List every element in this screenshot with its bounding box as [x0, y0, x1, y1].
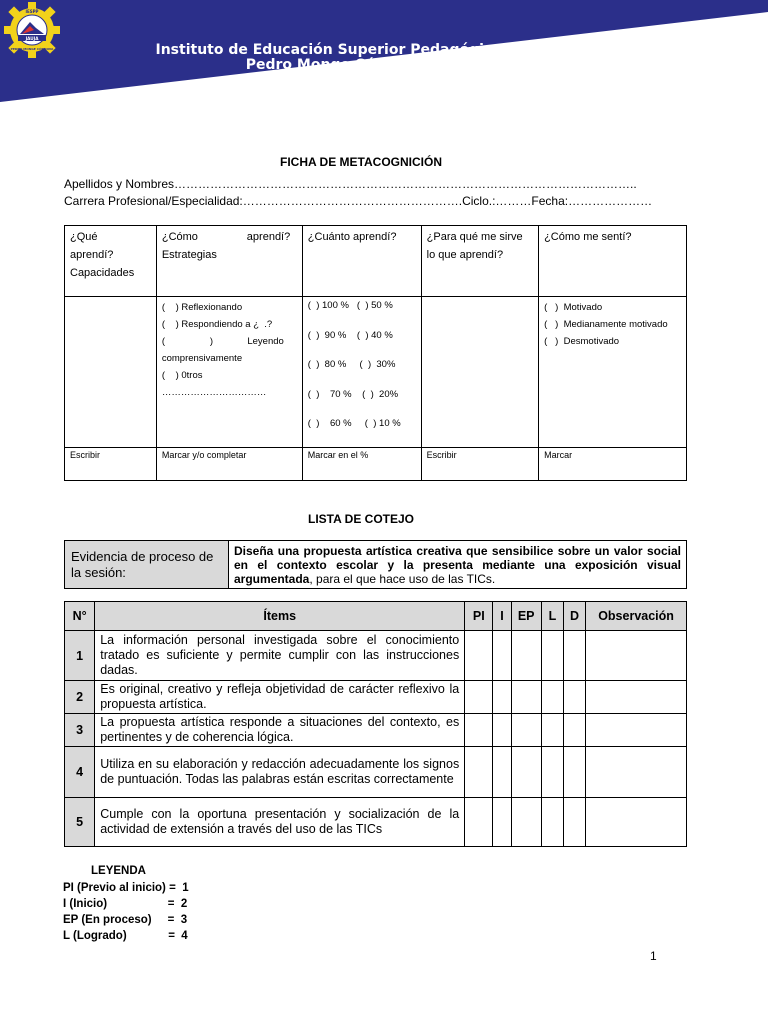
column-header: D [563, 602, 585, 631]
row-number: 5 [65, 798, 95, 847]
score-cell[interactable] [511, 714, 541, 747]
score-cell[interactable] [493, 714, 511, 747]
item-text: Es original, creativo y refleja objetividad de carácter reflexivo la propuesta artística. [95, 681, 465, 714]
item-text: Cumple con la oportuna presentación y socialización de la actividad de extensión a través del uso de las TICs [95, 798, 465, 847]
score-cell[interactable] [511, 631, 541, 681]
table-row [65, 714, 687, 747]
header-cell [302, 226, 421, 297]
instruction-cell: Marcar [539, 448, 687, 481]
instruction-cell: Marcar en el % [302, 448, 421, 481]
score-cell[interactable] [493, 681, 511, 714]
header-line: lo que aprendí? [426, 249, 504, 261]
logo-top-text: IESPP [25, 9, 39, 14]
observation-cell[interactable] [586, 681, 687, 714]
score-cell[interactable] [511, 798, 541, 847]
table-row [65, 798, 687, 847]
table-header-row [65, 602, 687, 631]
score-cell[interactable] [511, 747, 541, 798]
option-line: ( ) Motivado [544, 302, 603, 313]
column-header: Observación [586, 602, 687, 631]
header-cell [65, 226, 157, 297]
instruction-cell: Escribir [65, 448, 157, 481]
percentage-options[interactable] [302, 297, 421, 448]
legend-title: LEYENDA [91, 865, 146, 877]
header-line: ¿Para qué me sirve [426, 231, 523, 243]
column-header: Ítems [95, 602, 465, 631]
answer-cell[interactable] [65, 297, 157, 448]
table-row [65, 681, 687, 714]
option-line: ( ) 60 % ( ) 10 % [307, 418, 401, 429]
item-text: Utiliza en su elaboración y redacción adecuadamente los signos de puntuación. Todas las palabras están escritas correctamente [95, 747, 465, 798]
observation-cell[interactable] [586, 714, 687, 747]
score-cell[interactable] [563, 714, 585, 747]
header-line: Capacidades [70, 267, 135, 279]
column-header: N° [65, 602, 95, 631]
header-line: ¿Cómo me sentí? [544, 231, 632, 243]
option-line: …………………………… [161, 387, 267, 398]
table-row [65, 747, 687, 798]
row-number: 3 [65, 714, 95, 747]
option-line: ( ) Medianamente motivado [544, 319, 668, 330]
option-line: ( ) 80 % ( ) 30% [307, 359, 396, 370]
score-cell[interactable] [541, 681, 563, 714]
header-cell [539, 226, 687, 297]
cotejo-title: LISTA DE COTEJO [307, 512, 414, 526]
observation-cell[interactable] [586, 747, 687, 798]
option-line: ( ) 100 % ( ) 50 % [307, 300, 393, 311]
column-header: EP [511, 602, 541, 631]
option-line: ( ) 70 % ( ) 20% [307, 388, 399, 400]
ficha-title: FICHA DE METACOGNICIÓN [280, 155, 442, 169]
score-cell[interactable] [465, 798, 493, 847]
score-cell[interactable] [563, 798, 585, 847]
score-cell[interactable] [493, 747, 511, 798]
score-cell[interactable] [541, 798, 563, 847]
score-cell[interactable] [511, 681, 541, 714]
option-line: ( ) Leyendo [161, 336, 284, 347]
score-cell[interactable] [465, 714, 493, 747]
score-cell[interactable] [541, 747, 563, 798]
institution-subname: Pedro Monge Córdova - Jauja [245, 57, 475, 73]
table-row [65, 448, 687, 481]
option-line: ( ) Reflexionando [161, 302, 243, 313]
option-line: ( ) 90 % ( ) 40 % [307, 329, 393, 341]
evidence-description [229, 541, 687, 589]
score-cell[interactable] [563, 631, 585, 681]
row-number: 4 [65, 747, 95, 798]
name-field-line: Apellidos y Nombres…………………………………………………………………………………………………….. [64, 177, 637, 191]
logo-band-text: JAUJA [25, 36, 39, 41]
score-cell[interactable] [465, 631, 493, 681]
header-line: ¿Cuánto aprendí? [307, 231, 397, 243]
score-cell[interactable] [465, 681, 493, 714]
score-cell[interactable] [541, 714, 563, 747]
evidence-rest-text: , para el que hace uso de las TICs. [309, 571, 496, 586]
legend-item: EP (En proceso) = 3 [63, 914, 188, 926]
column-header: L [541, 602, 563, 631]
table-row [65, 297, 687, 448]
score-cell[interactable] [465, 747, 493, 798]
instruction-cell: Marcar y/o completar [156, 448, 302, 481]
instruction-cell: Escribir [421, 448, 538, 481]
score-cell[interactable] [563, 681, 585, 714]
table-row [65, 226, 687, 297]
observation-cell[interactable] [586, 798, 687, 847]
feeling-options[interactable] [539, 297, 687, 448]
evidence-bold-text: Diseña una propuesta artística creativa que sensibilice sobre un valor social en el contexto escolar y la presenta mediante una exposición visual argumentada [234, 543, 681, 586]
legend-item: I (Inicio) = 2 [63, 898, 188, 910]
column-header: I [493, 602, 511, 631]
institution-logo [0, 0, 64, 58]
item-text: La información personal investigada sobre el conocimiento tratado es suficiente y permite cumplir con las instrucciones dadas. [95, 631, 465, 681]
evidence-label: Evidencia de proceso de la sesión: [65, 541, 229, 589]
strategies-options[interactable] [156, 297, 302, 448]
header-line: Estrategias [161, 249, 217, 261]
observation-cell[interactable] [586, 631, 687, 681]
option-line: ( ) Respondiendo a ¿ .? [161, 319, 273, 330]
score-cell[interactable] [563, 747, 585, 798]
row-number: 1 [65, 631, 95, 681]
option-line: comprensivamente [161, 353, 243, 364]
legend-item: PI (Previo al inicio) = 1 [63, 882, 189, 894]
header-line: aprendí? [70, 249, 114, 261]
header-line: ¿Qué [70, 231, 98, 243]
page-number: 1 [650, 949, 657, 963]
table-row [65, 631, 687, 681]
row-number: 2 [65, 681, 95, 714]
option-line: ( ) Desmotivado [544, 336, 620, 347]
score-cell[interactable] [493, 631, 511, 681]
header-cell [156, 226, 302, 297]
header-line: ¿Cómo aprendí? [161, 231, 291, 243]
table-row [65, 541, 687, 589]
item-text: La propuesta artística responde a situaciones del contexto, es pertinentes y de coherencia lógica. [95, 714, 465, 747]
logo-bottom-text: PEDRO MONGE CÓRDOVA [10, 47, 54, 51]
score-cell[interactable] [541, 631, 563, 681]
option-line: ( ) 0tros [161, 370, 203, 381]
column-header: PI [465, 602, 493, 631]
metacognition-table [64, 225, 687, 481]
page-header [0, 0, 768, 102]
answer-cell[interactable] [421, 297, 538, 448]
evidence-table [64, 540, 687, 589]
score-cell[interactable] [493, 798, 511, 847]
header-slogan: Rumbo al Licenciamiento [289, 73, 431, 84]
checklist-table [64, 601, 687, 847]
header-cell [421, 226, 538, 297]
legend-item: L (Logrado) = 4 [63, 930, 188, 942]
career-field-line: Carrera Profesional/Especialidad:……………………………………………….Ciclo.:………Fecha:………………… [64, 194, 653, 208]
institution-name: Instituto de Educación Superior Pedagógico Público [155, 42, 565, 58]
